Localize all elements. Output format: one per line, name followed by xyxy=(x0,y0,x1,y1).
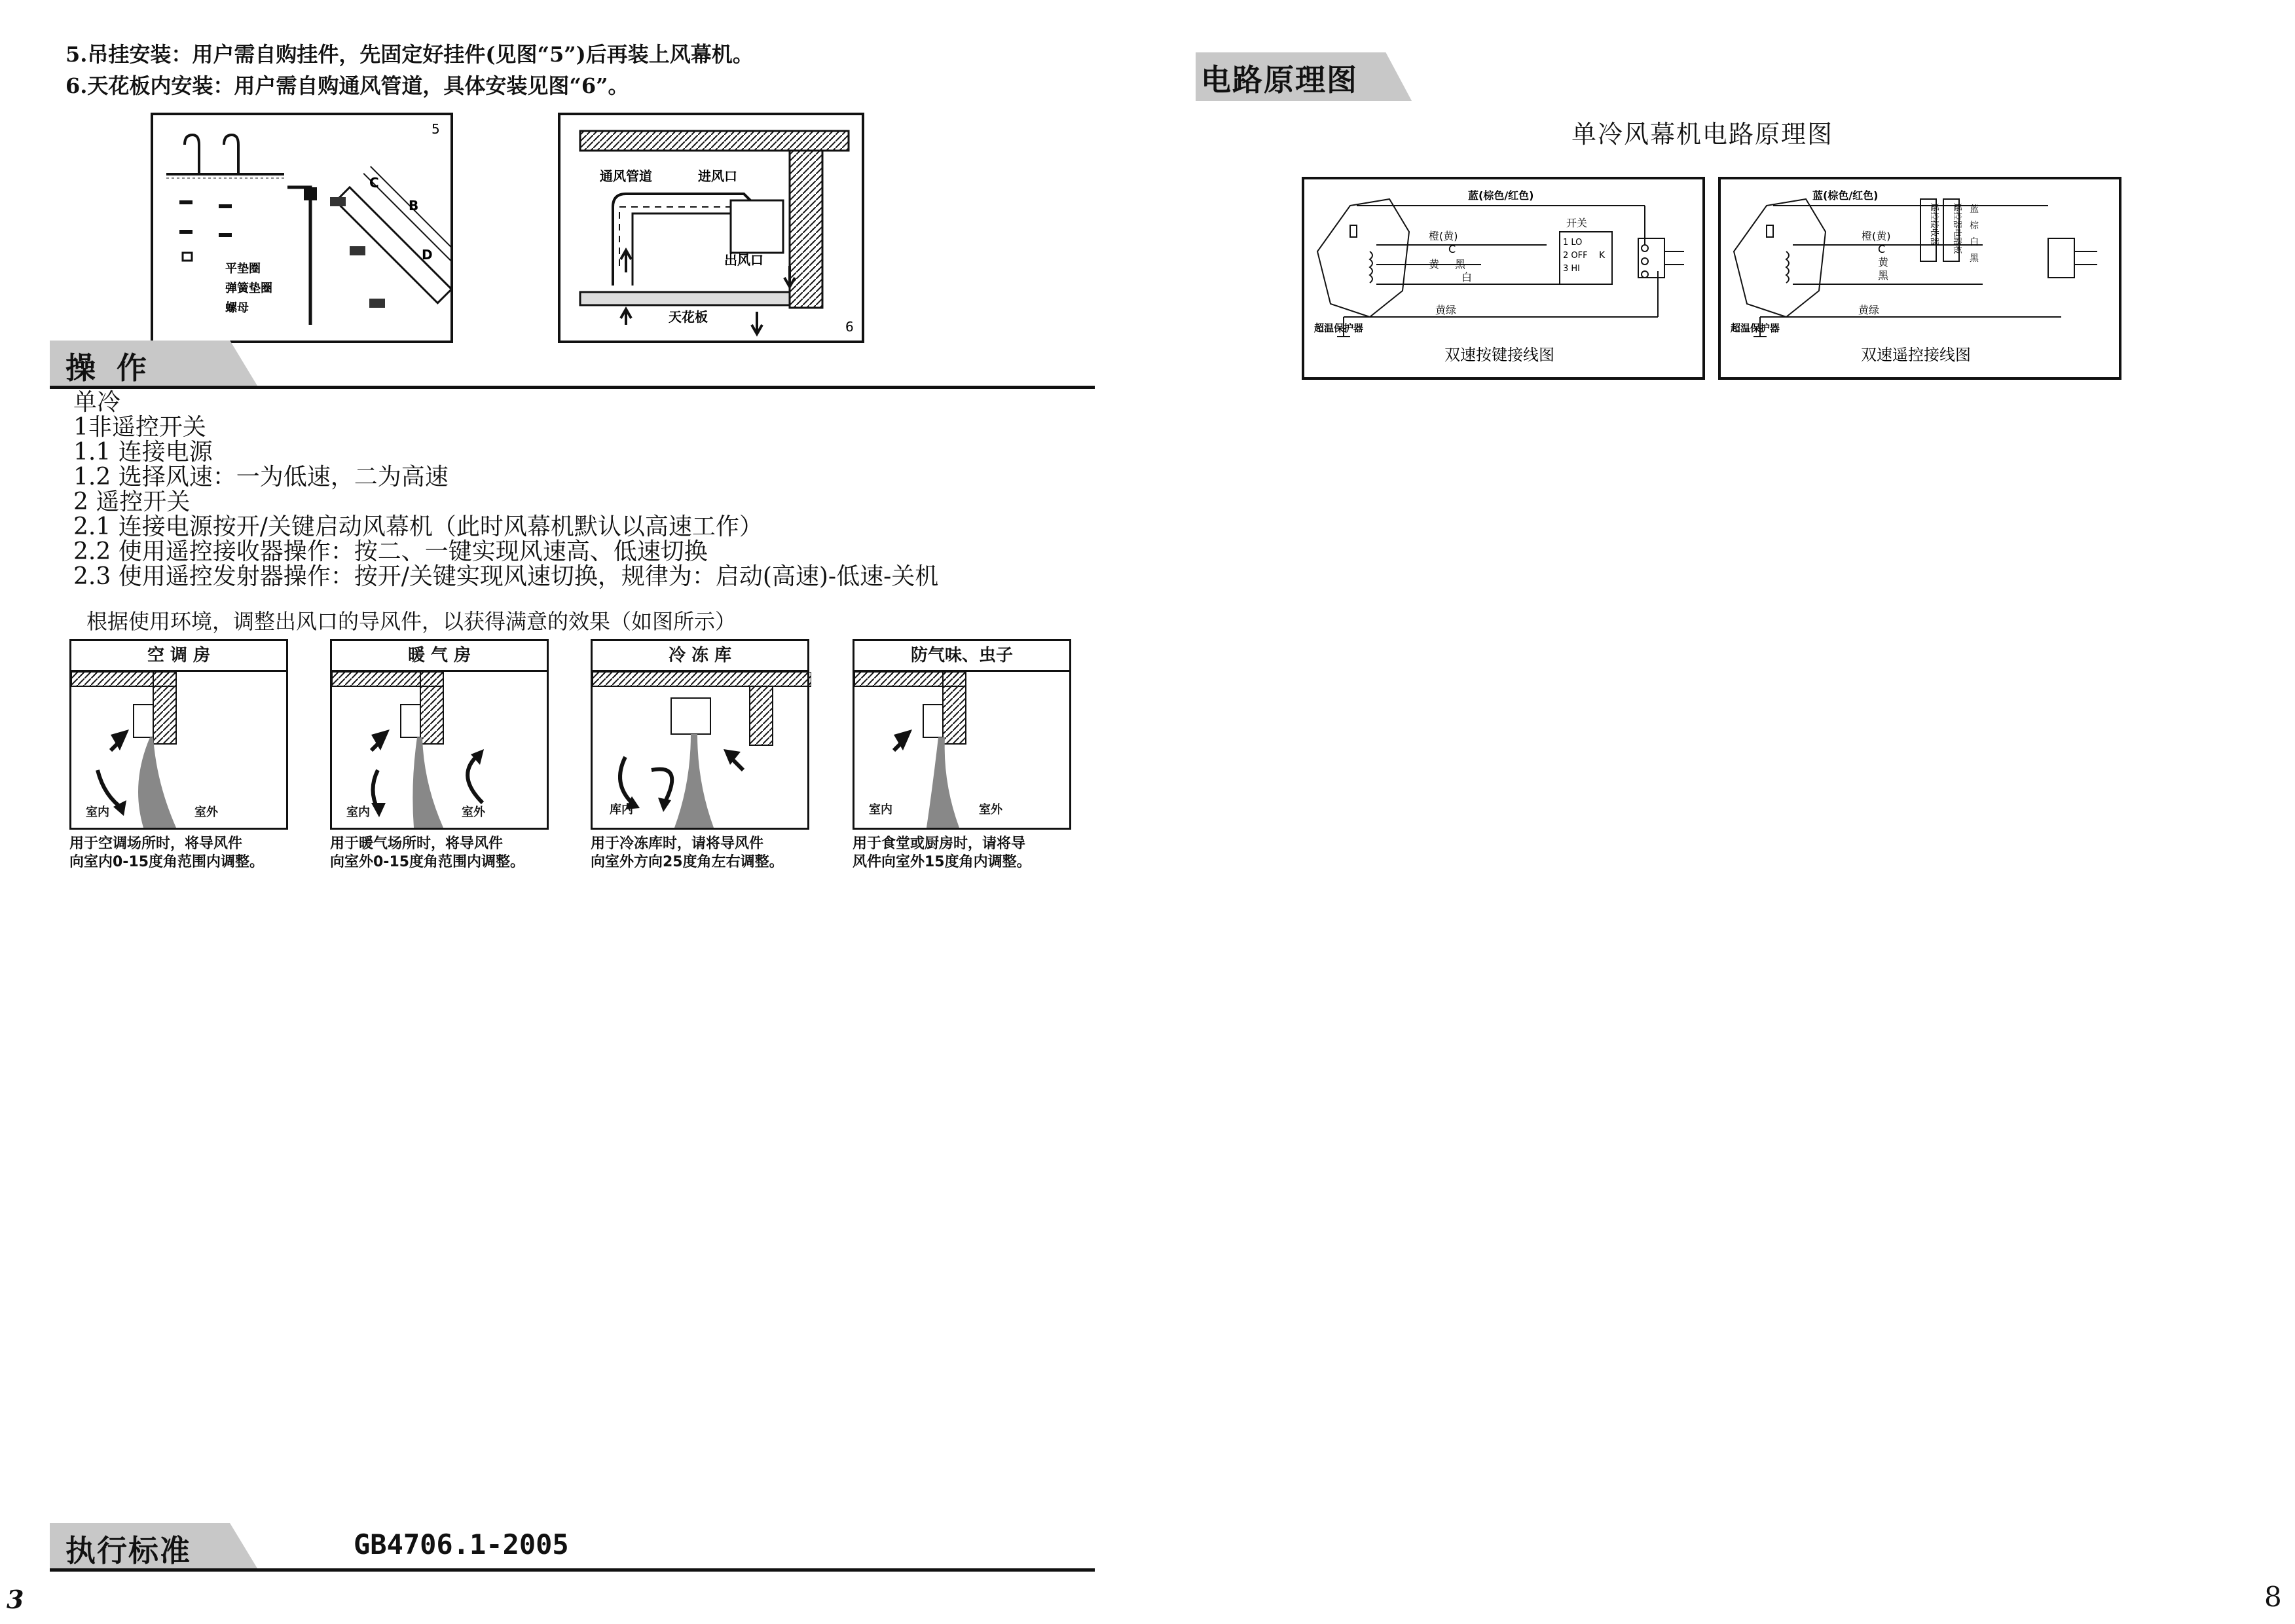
panel-odor-insects xyxy=(853,639,1071,872)
op-line-8: 2.3 使用遥控发射器操作：按开/关键实现风速切换，规律为：启动(高速)-低速-关机 xyxy=(73,563,939,590)
panel-4-left-label: 室内 xyxy=(869,803,892,817)
circuit-section-header xyxy=(1196,52,1412,101)
wiring-remote-drawing xyxy=(1721,179,2119,377)
fig5-part-spring-washer: 弹簧垫圈 xyxy=(225,282,272,295)
panel-1-caption-line-1: 用于空调场所时，将导风件 xyxy=(69,836,243,852)
right-receiver-label: 遥控接收器 xyxy=(1929,203,1939,246)
right-yellow-label: 黄 xyxy=(1878,256,1889,268)
left-yellowgreen-label: 黄绿 xyxy=(1435,304,1457,316)
panel-1-title: 空 调 房 xyxy=(69,639,288,672)
right-diagram-caption: 双速遥控接线图 xyxy=(1861,346,1971,364)
panel-1-right-label: 室外 xyxy=(194,805,218,819)
circuit-subtitle: 单冷风幕机电路原理图 xyxy=(1571,120,1834,149)
fig5-part-washer: 平垫圈 xyxy=(225,262,261,276)
left-yellow-label: 黄 xyxy=(1429,258,1440,270)
operation-section-title: 操 作 xyxy=(65,350,153,386)
install-step-5: 5.吊挂安装：用户需自购挂件，先固定好挂件(见图“5”)后再装上风幕机。 xyxy=(65,42,754,67)
fig6-inlet-label: 进风口 xyxy=(698,168,737,184)
panel-2-caption-line-2: 向室外0-15度角范围内调整。 xyxy=(330,854,525,870)
op-line-1: 单冷 xyxy=(73,389,121,416)
op-line-5: 2 遥控开关 xyxy=(73,489,191,515)
figure-6-ceiling xyxy=(558,113,864,343)
panel-2-right-label: 室外 xyxy=(462,805,485,819)
op-line-3: 1.1 连接电源 xyxy=(73,439,213,466)
op-line-6: 2.1 连接电源按开/关键启动风幕机（此时风幕机默认以高速工作） xyxy=(73,513,763,540)
operation-section-header xyxy=(50,341,1095,389)
right-color-1: 蓝 xyxy=(1970,204,1979,215)
left-switch-k: K xyxy=(1599,250,1606,261)
op-line-7: 2.2 使用遥控接收器操作：按二、一键实现风速高、低速切换 xyxy=(73,538,708,565)
op-line-4: 1.2 选择风速：一为低速，二为高速 xyxy=(73,464,449,490)
airflow-panels xyxy=(69,639,1071,881)
left-switch-pos-2: 2 OFF xyxy=(1563,251,1588,261)
panel-4-right-label: 室外 xyxy=(979,803,1002,817)
fig5-label-c: C xyxy=(369,175,379,191)
right-color-4: 黑 xyxy=(1970,253,1979,264)
panel-2-left-label: 室内 xyxy=(346,805,370,819)
op-line-2: 1非遥控开关 xyxy=(73,414,206,441)
right-top-wire-label: 蓝(棕色/红色) xyxy=(1812,189,1879,202)
fig6-outlet-label: 出风口 xyxy=(724,252,763,268)
right-orange-label: 橙(黄) xyxy=(1862,230,1891,242)
right-color-2: 棕 xyxy=(1970,221,1979,231)
left-black-label: 黑 xyxy=(1455,258,1466,270)
page-number-right: 8 xyxy=(2264,1581,2282,1613)
standard-code: GB4706.1-2005 xyxy=(354,1528,569,1560)
panel-3-caption-line-2: 向室外方向25度角左右调整。 xyxy=(591,854,784,870)
left-top-wire-label: 蓝(棕色/红色) xyxy=(1468,189,1534,202)
panel-3-title: 冷 冻 库 xyxy=(591,639,809,672)
panel-1-caption-line-2: 向室内0-15度角范围内调整。 xyxy=(69,854,265,870)
panel-heated-room xyxy=(330,639,549,872)
right-cap-label: C xyxy=(1878,243,1886,255)
panel-3-left-label: 库内 xyxy=(610,803,633,817)
fig6-ceiling-label: 天花板 xyxy=(669,309,708,325)
panel-1-left-label: 室内 xyxy=(86,805,109,819)
left-switch-pos-1: 1 LO xyxy=(1563,238,1583,248)
left-switch-pos-3: 3 HI xyxy=(1563,264,1581,274)
right-yellowgreen-label: 黄绿 xyxy=(1858,304,1880,316)
standard-section-title: 执行标准 xyxy=(65,1533,191,1568)
panel-4-caption-line-2: 风件向室外15度角内调整。 xyxy=(853,854,1031,870)
right-black-label: 黑 xyxy=(1878,269,1889,282)
panel-cold-storage xyxy=(591,639,809,872)
right-protector-label: 超温保护器 xyxy=(1731,322,1780,334)
panel-3-caption-line-1: 用于冷冻库时，请将导风件 xyxy=(591,836,764,852)
standard-section-header xyxy=(50,1523,1095,1572)
page-number-left: 3 xyxy=(7,1585,24,1614)
figure-5-drawing xyxy=(153,115,450,341)
left-orange-label: 橙(黄) xyxy=(1429,230,1458,242)
panel-2-title: 暖 气 房 xyxy=(330,639,549,672)
fig6-duct-label: 通风管道 xyxy=(600,168,652,184)
adjust-note: 根据使用环境，调整出风口的导风件，以获得满意的效果（如图所示） xyxy=(86,609,737,634)
fig5-label-b: B xyxy=(409,198,419,213)
left-white-label: 白 xyxy=(1461,271,1473,284)
right-color-3: 白 xyxy=(1970,237,1979,248)
panel-air-conditioned-room xyxy=(69,639,288,872)
fig5-label-d: D xyxy=(422,247,433,263)
left-protector-label: 超温保护器 xyxy=(1314,322,1364,334)
figure-5-number: 5 xyxy=(431,121,440,137)
panel-4-caption-line-1: 用于食堂或厨房时，请将导 xyxy=(853,836,1026,852)
figure-5-hanging xyxy=(151,113,453,343)
left-diagram-caption: 双速按键接线图 xyxy=(1444,346,1554,364)
left-cap-label: C xyxy=(1448,243,1456,255)
figure-6-number: 6 xyxy=(845,319,854,335)
circuit-section-title: 电路原理图 xyxy=(1201,62,1358,98)
install-step-6: 6.天花板内安装：用户需自购通风管道，具体安装见图“6”。 xyxy=(65,73,629,98)
fig5-part-nut: 螺母 xyxy=(225,301,249,315)
wiring-diagram-button xyxy=(1302,177,1705,380)
wiring-button-drawing xyxy=(1304,179,1702,377)
right-board-label: 遥控器电路板 xyxy=(1952,203,1962,255)
left-switch-label: 开关 xyxy=(1566,217,1588,229)
panel-4-title: 防气味、虫子 xyxy=(853,639,1071,672)
figure-6-drawing xyxy=(560,115,862,341)
panel-2-caption-line-1: 用于暖气场所时，将导风件 xyxy=(330,836,504,852)
wiring-diagram-remote xyxy=(1718,177,2121,380)
